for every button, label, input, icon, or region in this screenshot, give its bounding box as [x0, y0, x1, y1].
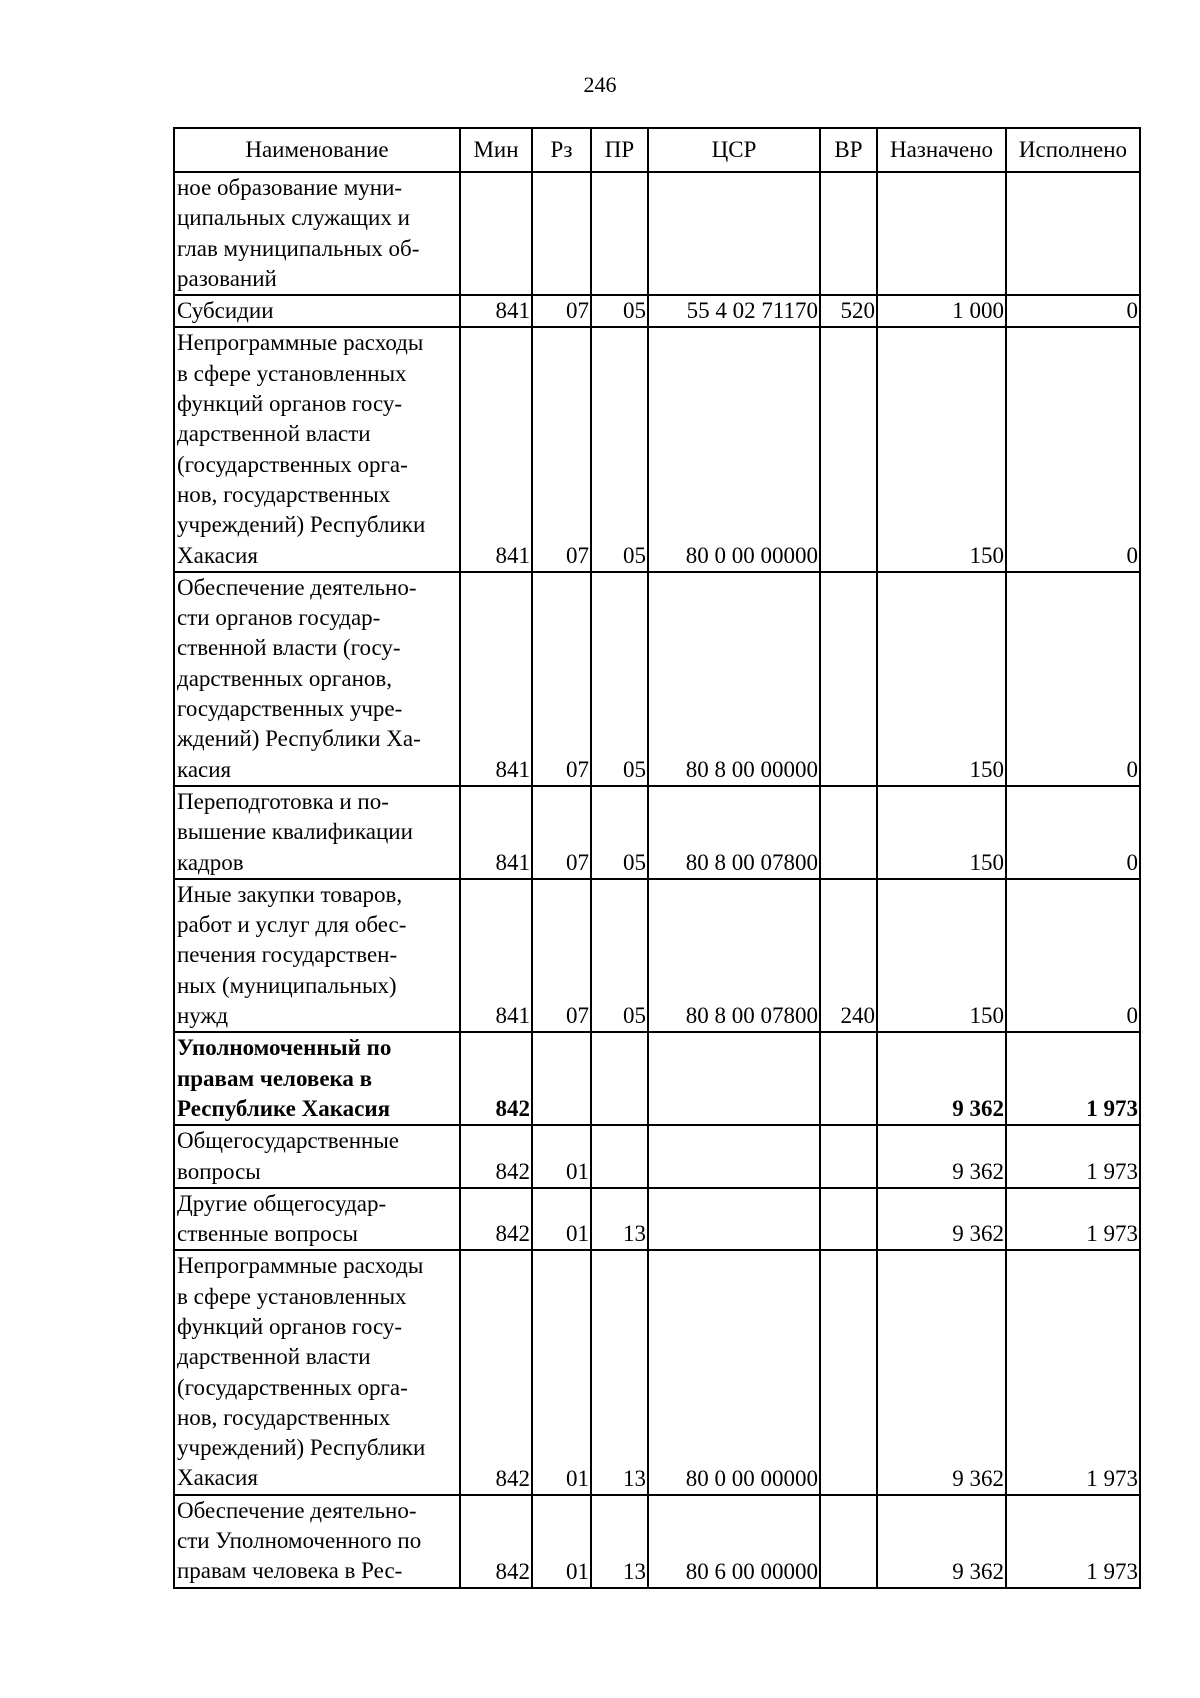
- cell-rz: 01: [532, 1495, 591, 1588]
- row-name-line: государственных учре-: [177, 696, 403, 722]
- cell-vr: 520: [820, 295, 877, 327]
- cell-min: 841: [460, 879, 532, 1032]
- row-name-line: в сфере установленных: [177, 360, 407, 386]
- row-name: [174, 1188, 460, 1251]
- row-name-line: Обеспечение деятельно-: [177, 574, 417, 600]
- cell-pr: [591, 172, 648, 295]
- table-row: [174, 1495, 1140, 1588]
- cell-assigned: 9 362: [877, 1495, 1006, 1588]
- cell-rz: 01: [532, 1188, 591, 1251]
- cell-assigned: 150: [877, 327, 1006, 571]
- row-name-line: ных (муниципальных): [177, 972, 397, 998]
- cell-csr: 80 8 00 07800: [648, 879, 820, 1032]
- cell-pr: 05: [591, 572, 648, 786]
- row-name-line: ное образование муни-: [177, 175, 403, 200]
- table-row: [174, 327, 1140, 571]
- cell-executed: 1 973: [1006, 1250, 1140, 1494]
- cell-vr: [820, 786, 877, 879]
- row-name-line: правам человека в Рес-: [177, 1558, 403, 1584]
- table-row: [174, 572, 1140, 786]
- row-name-line: нужд: [177, 1003, 229, 1029]
- cell-pr: 05: [591, 295, 648, 327]
- header-pr: ПР: [591, 128, 648, 172]
- cell-executed: 1 973: [1006, 1495, 1140, 1588]
- cell-vr: [820, 1125, 877, 1188]
- row-name-line: учреждений) Республики: [177, 512, 426, 538]
- cell-min: 842: [460, 1250, 532, 1494]
- cell-vr: [820, 1495, 877, 1588]
- row-name: [174, 327, 460, 571]
- cell-min: 842: [460, 1188, 532, 1251]
- cell-csr: 80 6 00 00000: [648, 1495, 820, 1588]
- cell-pr: [591, 1032, 648, 1125]
- row-name-line: Хакасия: [177, 1465, 258, 1491]
- cell-min: 842: [460, 1495, 532, 1588]
- cell-rz: 07: [532, 327, 591, 571]
- row-name-line: Республике Хакасия: [177, 1095, 391, 1121]
- row-name: [174, 1032, 460, 1125]
- cell-rz: 07: [532, 786, 591, 879]
- row-name-line: нов, государственных: [177, 481, 391, 507]
- cell-pr: 13: [591, 1188, 648, 1251]
- cell-vr: [820, 1188, 877, 1251]
- row-name-line: ственные вопросы: [177, 1221, 358, 1247]
- table-row: [174, 172, 1140, 295]
- cell-min: 841: [460, 572, 532, 786]
- row-name-line: дарственной власти: [177, 1344, 371, 1370]
- cell-executed: 0: [1006, 572, 1140, 786]
- header-assigned: Назначено: [877, 128, 1006, 172]
- row-name: [174, 1495, 460, 1588]
- cell-assigned: 150: [877, 879, 1006, 1032]
- row-name: [174, 295, 460, 327]
- table-row: [174, 1250, 1140, 1494]
- cell-vr: 240: [820, 879, 877, 1032]
- row-name: [174, 572, 460, 786]
- cell-executed: 0: [1006, 879, 1140, 1032]
- row-name-line: разований: [177, 265, 277, 291]
- cell-rz: 07: [532, 879, 591, 1032]
- row-name-line: Иные закупки товаров,: [177, 881, 403, 907]
- cell-executed: 0: [1006, 327, 1140, 571]
- header-row: [174, 128, 1140, 172]
- cell-pr: 05: [591, 786, 648, 879]
- row-name-line: функций органов госу-: [177, 1313, 403, 1339]
- cell-csr: 80 8 00 07800: [648, 786, 820, 879]
- cell-assigned: 150: [877, 572, 1006, 786]
- cell-csr: 80 0 00 00000: [648, 1250, 820, 1494]
- header-vr: ВР: [820, 128, 877, 172]
- cell-pr: 13: [591, 1495, 648, 1588]
- table-row: [174, 1188, 1140, 1251]
- cell-assigned: [877, 172, 1006, 295]
- row-name: [174, 879, 460, 1032]
- cell-min: 841: [460, 327, 532, 571]
- cell-assigned: 9 362: [877, 1125, 1006, 1188]
- row-name-line: сти органов государ-: [177, 605, 381, 631]
- cell-executed: 1 973: [1006, 1032, 1140, 1125]
- cell-csr: 80 8 00 00000: [648, 572, 820, 786]
- cell-min: 842: [460, 1125, 532, 1188]
- cell-rz: 07: [532, 572, 591, 786]
- row-name-line: (государственных орга-: [177, 1374, 408, 1400]
- table-body: [174, 172, 1140, 1588]
- page-number: 246: [583, 72, 617, 97]
- cell-executed: 1 973: [1006, 1188, 1140, 1251]
- cell-vr: [820, 172, 877, 295]
- table-row: [174, 879, 1140, 1032]
- row-name-line: правам человека в: [177, 1065, 373, 1091]
- row-name-line: Субсидии: [177, 298, 274, 324]
- row-name-line: печения государствен-: [177, 942, 398, 968]
- row-name-line: ственной власти (госу-: [177, 635, 401, 661]
- cell-vr: [820, 1032, 877, 1125]
- row-name-line: вопросы: [177, 1158, 261, 1184]
- row-name-line: ципальных служащих и: [177, 205, 410, 231]
- cell-csr: [648, 172, 820, 295]
- row-name: [174, 1125, 460, 1188]
- row-name-line: Общегосударственные: [177, 1128, 400, 1154]
- row-name: [174, 172, 460, 295]
- row-name-line: (государственных орга-: [177, 451, 408, 477]
- row-name-line: Другие общегосудар-: [177, 1190, 387, 1216]
- cell-min: 841: [460, 786, 532, 879]
- cell-min: [460, 172, 532, 295]
- table-row: [174, 1125, 1140, 1188]
- cell-rz: [532, 1032, 591, 1125]
- cell-rz: 01: [532, 1125, 591, 1188]
- row-name-line: Хакасия: [177, 542, 258, 568]
- cell-csr: 55 4 02 71170: [648, 295, 820, 327]
- cell-pr: 13: [591, 1250, 648, 1494]
- row-name-line: вышение квалификации: [177, 819, 413, 845]
- cell-assigned: 150: [877, 786, 1006, 879]
- cell-executed: 1 973: [1006, 1125, 1140, 1188]
- table-row: [174, 1032, 1140, 1125]
- row-name-line: нов, государственных: [177, 1404, 391, 1430]
- header-csr: ЦСР: [648, 128, 820, 172]
- row-name-line: Уполномоченный по: [177, 1035, 392, 1061]
- row-name-line: дарственной власти: [177, 421, 371, 447]
- cell-assigned: 1 000: [877, 295, 1006, 327]
- cell-csr: 80 0 00 00000: [648, 327, 820, 571]
- cell-min: 841: [460, 295, 532, 327]
- cell-csr: [648, 1188, 820, 1251]
- cell-rz: 07: [532, 295, 591, 327]
- cell-min: 842: [460, 1032, 532, 1125]
- row-name-line: ждений) Республики Ха-: [177, 726, 421, 752]
- cell-rz: [532, 172, 591, 295]
- row-name-line: Непрограммные расходы: [177, 1253, 424, 1279]
- cell-executed: 0: [1006, 295, 1140, 327]
- row-name-line: работ и услуг для обес-: [177, 912, 407, 938]
- row-name: [174, 786, 460, 879]
- header-name: Наименование: [174, 128, 460, 172]
- cell-vr: [820, 327, 877, 571]
- row-name-line: функций органов госу-: [177, 391, 403, 417]
- cell-csr: [648, 1032, 820, 1125]
- cell-csr: [648, 1125, 820, 1188]
- cell-assigned: 9 362: [877, 1250, 1006, 1494]
- cell-rz: 01: [532, 1250, 591, 1494]
- budget-table: [173, 127, 1141, 1589]
- row-name-line: Непрограммные расходы: [177, 330, 424, 356]
- cell-vr: [820, 1250, 877, 1494]
- row-name-line: учреждений) Республики: [177, 1435, 426, 1461]
- row-name-line: глав муниципальных об-: [177, 235, 420, 261]
- row-name-line: Переподготовка и по-: [177, 788, 389, 814]
- cell-pr: 05: [591, 879, 648, 1032]
- cell-pr: [591, 1125, 648, 1188]
- header-min: Мин: [460, 128, 532, 172]
- cell-pr: 05: [591, 327, 648, 571]
- row-name-line: касия: [177, 756, 232, 782]
- cell-assigned: 9 362: [877, 1188, 1006, 1251]
- header-executed: Исполнено: [1006, 128, 1140, 172]
- cell-vr: [820, 572, 877, 786]
- row-name-line: в сфере установленных: [177, 1283, 407, 1309]
- row-name-line: кадров: [177, 849, 244, 875]
- row-name: [174, 1250, 460, 1494]
- table-row: [174, 295, 1140, 327]
- row-name-line: сти Уполномоченного по: [177, 1528, 422, 1554]
- cell-executed: 0: [1006, 786, 1140, 879]
- cell-executed: [1006, 172, 1140, 295]
- row-name-line: Обеспечение деятельно-: [177, 1497, 417, 1523]
- row-name-line: дарственных органов,: [177, 665, 392, 691]
- cell-assigned: 9 362: [877, 1032, 1006, 1125]
- table-row: [174, 786, 1140, 879]
- header-rz: Рз: [532, 128, 591, 172]
